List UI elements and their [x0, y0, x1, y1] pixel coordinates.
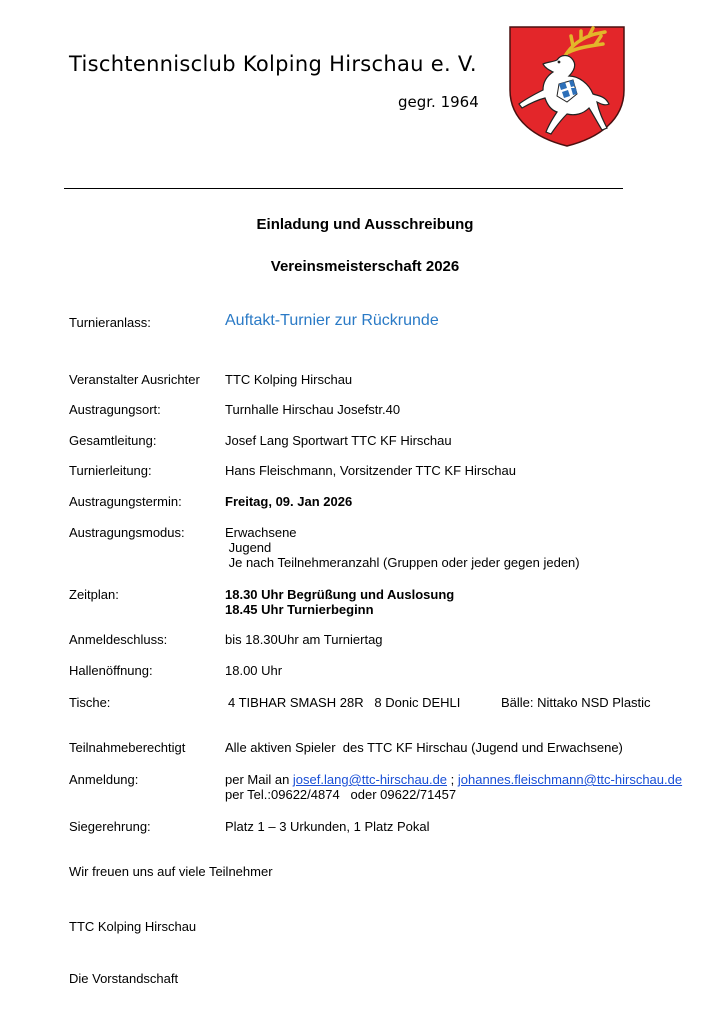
schedule-line-start: 18.45 Uhr Turnierbeginn	[225, 602, 374, 617]
overall-lead-label: Gesamtleitung:	[69, 433, 157, 448]
event-label: Turnieranlass:	[69, 315, 151, 330]
awards-label: Siegerehrung:	[69, 819, 151, 834]
event-value: Auftakt-Turnier zur Rückrunde	[225, 312, 439, 329]
registration-label: Anmeldung:	[69, 772, 139, 787]
registration-value	[225, 772, 682, 802]
registration-prefix: per Mail an	[225, 772, 293, 787]
awards-value: Platz 1 – 3 Urkunden, 1 Platz Pokal	[225, 819, 430, 834]
club-name: Tischtennisclub Kolping Hirschau e. V.	[69, 52, 477, 76]
coat-of-arms-stag-icon	[507, 24, 627, 148]
eligible-label: Teilnahmeberechtigt	[69, 740, 186, 755]
organizer-value: TTC Kolping Hirschau	[225, 372, 353, 387]
organizer-label: Veranstalter Ausrichter	[69, 372, 200, 387]
schedule-value	[225, 587, 454, 617]
schedule-line-welcome: 18.30 Uhr Begrüßung und Auslosung	[225, 587, 455, 602]
email-link-josef-lang[interactable]: josef.lang@ttc-hirschau.de	[292, 772, 448, 787]
hall-opening-label: Hallenöffnung:	[69, 663, 153, 678]
closing-greeting: Wir freuen uns auf viele Teilnehmer	[69, 864, 273, 879]
venue-label: Austragungsort:	[69, 402, 161, 417]
tournament-lead-value: Hans Fleischmann, Vorsitzender TTC KF Hirschau	[225, 463, 516, 478]
deadline-value: bis 18.30Uhr am Turniertag	[225, 632, 383, 647]
tables-value: 4 TIBHAR SMASH 28R 8 Donic DEHLI	[228, 695, 461, 710]
closing-board: Die Vorstandschaft	[69, 971, 179, 986]
founded-year: gegr. 1964	[398, 93, 479, 111]
overall-lead-value: Josef Lang Sportwart TTC KF Hirschau	[225, 433, 452, 448]
schedule-label: Zeitplan:	[69, 587, 119, 602]
tournament-lead-label: Turnierleitung:	[69, 463, 152, 478]
date-value: Freitag, 09. Jan 2026	[225, 494, 353, 509]
tables-label: Tische:	[69, 695, 111, 710]
deadline-label: Anmeldeschluss:	[69, 632, 168, 647]
balls-value: Bälle: Nittako NSD Plastic	[501, 695, 651, 710]
closing-club: TTC Kolping Hirschau	[69, 919, 197, 934]
mode-line-format: Je nach Teilnehmeranzahl (Gruppen oder jeder gegen jeden)	[225, 555, 580, 570]
mode-label: Austragungsmodus:	[69, 525, 185, 540]
email-separator: ;	[447, 772, 458, 787]
venue-value: Turnhalle Hirschau Josefstr.40	[225, 402, 401, 417]
email-link-johannes-fleischmann[interactable]: johannes.fleischmann@ttc-hirschau.de	[457, 772, 683, 787]
date-label: Austragungstermin:	[69, 494, 182, 509]
registration-phone-line: per Tel.:09622/4874 oder 09622/71457	[225, 787, 457, 802]
mode-value	[225, 525, 580, 570]
header-rule	[64, 188, 623, 189]
mode-line-youth: Jugend	[225, 540, 272, 555]
eligible-value: Alle aktiven Spieler des TTC KF Hirschau (Jugend und Erwachsene)	[225, 740, 623, 755]
championship-title: Vereinsmeisterschaft 2026	[270, 258, 460, 275]
invitation-title: Einladung und Ausschreibung	[256, 216, 474, 233]
registration-mail-line	[225, 772, 682, 787]
mode-line-adults: Erwachsene	[225, 525, 297, 540]
hall-opening-value: 18.00 Uhr	[225, 663, 283, 678]
